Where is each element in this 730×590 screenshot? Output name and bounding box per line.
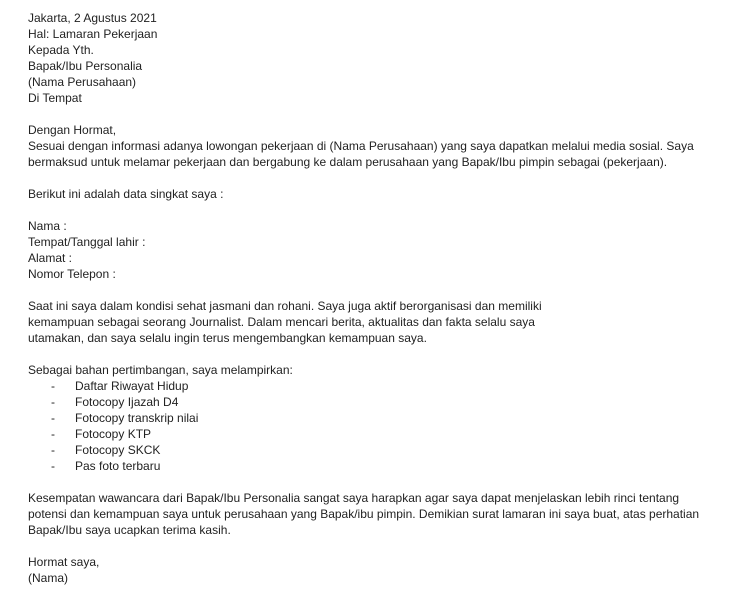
condition-line: kemampuan sebagai seorang Journalist. Dalam mencari berita, aktualitas dan fakta selalu saya	[28, 315, 535, 329]
spacer	[28, 474, 718, 490]
field-telepon: Nomor Telepon :	[28, 267, 116, 281]
attachment-item: Fotocopy KTP	[75, 427, 152, 441]
attachment-item: Fotocopy transkrip nilai	[75, 411, 199, 425]
regards: Hormat saya,	[28, 555, 100, 569]
field-nama: Nama :	[28, 219, 67, 233]
list-item	[28, 458, 718, 474]
bullet-dash: -	[51, 459, 55, 473]
opening-paragraph-line: bermaksud untuk melamar pekerjaan dan bergabung ke dalam perusahaan yang Bapak/Ibu pimpin sebagai (pekerjaan).	[28, 155, 668, 169]
letter-date: Jakarta, 2 Agustus 2021	[28, 11, 157, 25]
letter-subject: Hal: Lamaran Pekerjaan	[28, 27, 158, 41]
greeting: Dengan Hormat,	[28, 123, 117, 137]
attachment-item: Daftar Riwayat Hidup	[75, 379, 189, 393]
list-item	[28, 394, 718, 410]
spacer	[28, 202, 718, 218]
company-name: (Nama Perusahaan)	[28, 75, 137, 89]
place: Di Tempat	[28, 91, 82, 105]
to-line: Kepada Yth.	[28, 43, 94, 57]
attachment-item: Fotocopy SKCK	[75, 443, 161, 457]
opening-paragraph-line: Sesuai dengan informasi adanya lowongan pekerjaan di (Nama Perusahaan) yang saya dapatkan melalui media sosial. Saya	[28, 139, 694, 153]
bullet-dash: -	[51, 379, 55, 393]
signature-name: (Nama)	[28, 571, 69, 585]
attachments-intro: Sebagai bahan pertimbangan, saya melampirkan:	[28, 363, 293, 377]
closing-line: Kesempatan wawancara dari Bapak/Ibu Personalia sangat saya harapkan agar saya dapat menjelaskan lebih rinci tentang	[28, 491, 680, 505]
condition-line: Saat ini saya dalam kondisi sehat jasmani dan rohani. Saya juga aktif berorganisasi dan memiliki	[28, 299, 542, 313]
list-item	[28, 442, 718, 458]
spacer	[28, 346, 718, 362]
closing-line: potensi dan kemampuan saya untuk perusahaan yang Bapak/ibu pimpin. Demikian surat lamaran ini saya buat, atas perhatian	[28, 507, 700, 521]
field-ttl: Tempat/Tanggal lahir :	[28, 235, 146, 249]
field-alamat: Alamat :	[28, 251, 73, 265]
list-item	[28, 426, 718, 442]
data-intro: Berikut ini adalah data singkat saya :	[28, 187, 224, 201]
bullet-dash: -	[51, 411, 55, 425]
letter-document	[28, 10, 718, 586]
attachment-item: Pas foto terbaru	[75, 459, 161, 473]
list-item	[28, 410, 718, 426]
closing-line: Bapak/Ibu saya ucapkan terima kasih.	[28, 523, 231, 537]
attachment-item: Fotocopy Ijazah D4	[75, 395, 179, 409]
spacer	[28, 106, 718, 122]
list-item	[28, 378, 718, 394]
spacer	[28, 538, 718, 554]
bullet-dash: -	[51, 395, 55, 409]
spacer	[28, 282, 718, 298]
spacer	[28, 170, 718, 186]
bullet-dash: -	[51, 427, 55, 441]
condition-line: utamakan, dan saya selalu ingin terus mengembangkan kemampuan saya.	[28, 331, 427, 345]
recipient: Bapak/Ibu Personalia	[28, 59, 143, 73]
bullet-dash: -	[51, 443, 55, 457]
